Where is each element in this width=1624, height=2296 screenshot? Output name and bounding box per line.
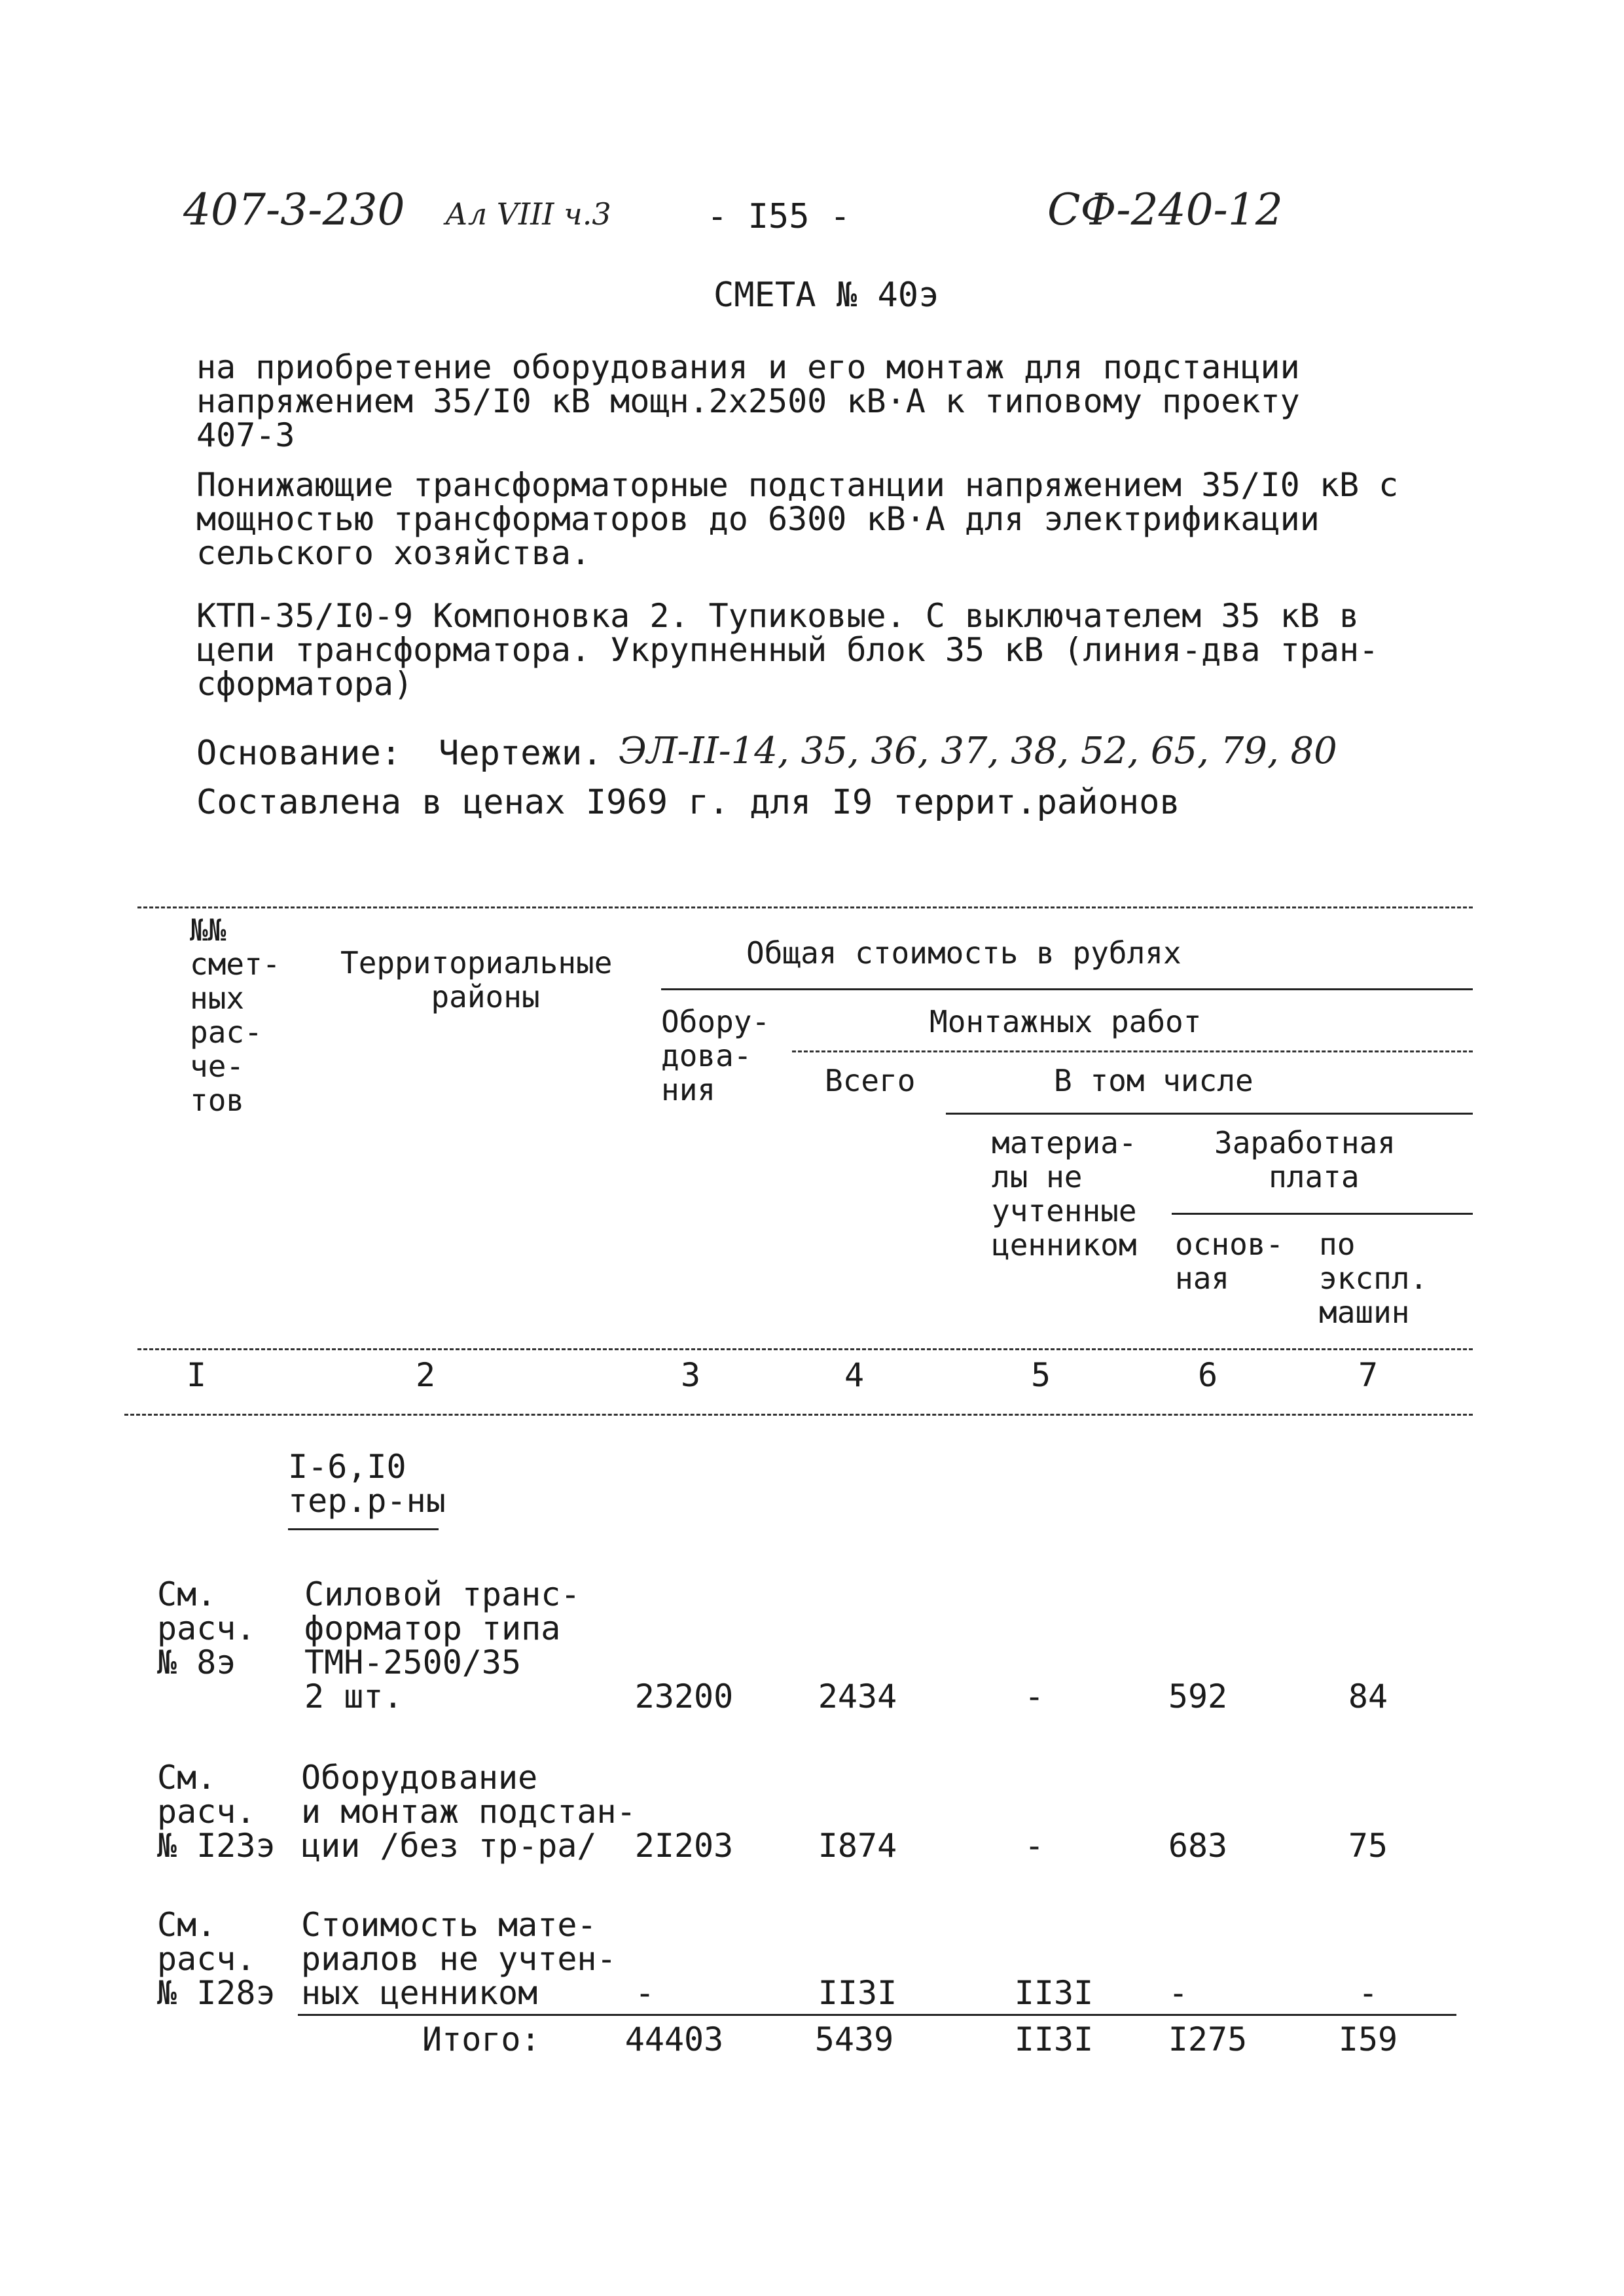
header-wages: Заработная плата xyxy=(1214,1125,1396,1194)
column-number: 2 xyxy=(415,1356,436,1394)
page-title: СМЕТА № 40э xyxy=(713,276,939,315)
row-equipment: - xyxy=(634,1974,655,2012)
header-including: В том числе xyxy=(1054,1063,1254,1098)
series-code: СФ-240-12 xyxy=(1047,185,1283,235)
row-wages-machines: 75 xyxy=(1348,1827,1388,1865)
row-ref: См. расч. № I28э xyxy=(157,1906,276,2012)
row-installation-total: I874 xyxy=(818,1827,897,1865)
total-label: Итого: xyxy=(422,2020,541,2058)
header-wages-machines: по экспл. машин xyxy=(1319,1227,1428,1330)
header-installation: Монтажных работ xyxy=(929,1004,1202,1039)
description-line-1: на приобретение оборудования и его монтаж для подстанции xyxy=(196,348,1300,386)
row-name: Оборудование и монтаж подстан- ции /без тр-ра/ xyxy=(301,1759,636,1865)
column-number: 6 xyxy=(1197,1356,1218,1394)
total-equipment: 44403 xyxy=(624,2020,724,2058)
row-installation-total: 2434 xyxy=(818,1677,897,1715)
basis-drawing-refs: ЭЛ-II-14, 35, 36, 37, 38, 52, 65, 79, 80 xyxy=(619,730,1337,772)
header-rule-total-cost xyxy=(661,988,1473,990)
total-wages-basic: I275 xyxy=(1168,2020,1248,2058)
row-wages-basic: 592 xyxy=(1168,1677,1228,1715)
column-number: I xyxy=(186,1356,207,1394)
description-p3-line-2: цепи трансформатора. Укрупненный блок 35 кВ (линия-два тран- xyxy=(196,631,1379,669)
description-p3-line-1: КТП-35/I0-9 Компоновка 2. Тупиковые. С выключателем 35 кВ в xyxy=(196,597,1360,635)
basis-text: Чертежи. xyxy=(439,734,603,773)
description-line-3: 407-3 xyxy=(196,416,295,454)
column-number: 4 xyxy=(844,1356,865,1394)
table-top-border xyxy=(137,906,1473,908)
header-bottom-border xyxy=(137,1348,1473,1350)
header-rule-including xyxy=(946,1113,1473,1115)
page-number: - I55 - xyxy=(707,197,851,236)
description-p2-line-3: сельского хозяйства. xyxy=(196,534,591,572)
header-materials: материа- лы не учтенные ценником xyxy=(992,1125,1137,1263)
header-estimate-numbers: №№ смет- ных рас- че- тов xyxy=(190,912,281,1118)
total-wages-machines: I59 xyxy=(1338,2020,1398,2058)
header-installation-total: Всего xyxy=(825,1063,916,1098)
basis-label: Основание: xyxy=(196,734,402,773)
row-materials: - xyxy=(1024,1827,1045,1865)
row-wages-machines: - xyxy=(1358,1974,1379,2012)
total-materials: II3I xyxy=(1014,2020,1094,2058)
header-rule-installation xyxy=(792,1050,1473,1052)
row-ref: См. расч. № 8э xyxy=(157,1575,256,1681)
prices-basis-line: Составлена в ценах I969 г. для I9 террит.районов xyxy=(196,783,1180,822)
row-wages-basic: 683 xyxy=(1168,1827,1228,1865)
description-line-2: напряжением 35/I0 кВ мощн.2х2500 кВ·А к типовому проекту xyxy=(196,382,1300,420)
header-wages-basic: основ- ная xyxy=(1175,1227,1284,1296)
document-code: 407-3-230 xyxy=(183,185,405,235)
description-p2-line-1: Понижающие трансформаторные подстанции напряжением 35/I0 кВ с xyxy=(196,466,1399,504)
row-ref: См. расч. № I23э xyxy=(157,1759,276,1865)
column-numbers-bottom-border xyxy=(124,1414,1473,1416)
group-underline xyxy=(288,1528,439,1530)
row-installation-total: II3I xyxy=(818,1974,897,2012)
row-materials: - xyxy=(1024,1677,1045,1715)
header-territorial-districts: Территориальные районы xyxy=(340,945,613,1014)
description-p3-line-3: сформатора) xyxy=(196,665,414,703)
row-equipment: 2I203 xyxy=(634,1827,734,1865)
row-name: Стоимость мате- риалов не учтен- ных ценником xyxy=(301,1906,617,2012)
header-total-cost: Общая стоимость в рублях xyxy=(746,935,1182,971)
column-number: 5 xyxy=(1030,1356,1051,1394)
total-installation: 5439 xyxy=(814,2020,894,2058)
header-equipment: Обору- дова- ния xyxy=(661,1004,770,1107)
column-number: 7 xyxy=(1358,1356,1379,1394)
header-rule-wages xyxy=(1172,1213,1473,1215)
column-number: 3 xyxy=(680,1356,701,1394)
total-separator xyxy=(298,2014,1456,2016)
group-label: I-6,I0 тер.р-ны xyxy=(288,1448,446,1520)
row-materials: II3I xyxy=(1014,1974,1094,2012)
row-name: Силовой транс- форматор типа ТМН-2500/35 2 шт. xyxy=(304,1575,581,1715)
row-equipment: 23200 xyxy=(634,1677,734,1715)
row-wages-machines: 84 xyxy=(1348,1677,1388,1715)
album-label: Ал VIII ч.3 xyxy=(445,196,611,232)
description-p2-line-2: мощностью трансформаторов до 6300 кВ·А для электрификации xyxy=(196,500,1320,538)
row-wages-basic: - xyxy=(1168,1974,1189,2012)
